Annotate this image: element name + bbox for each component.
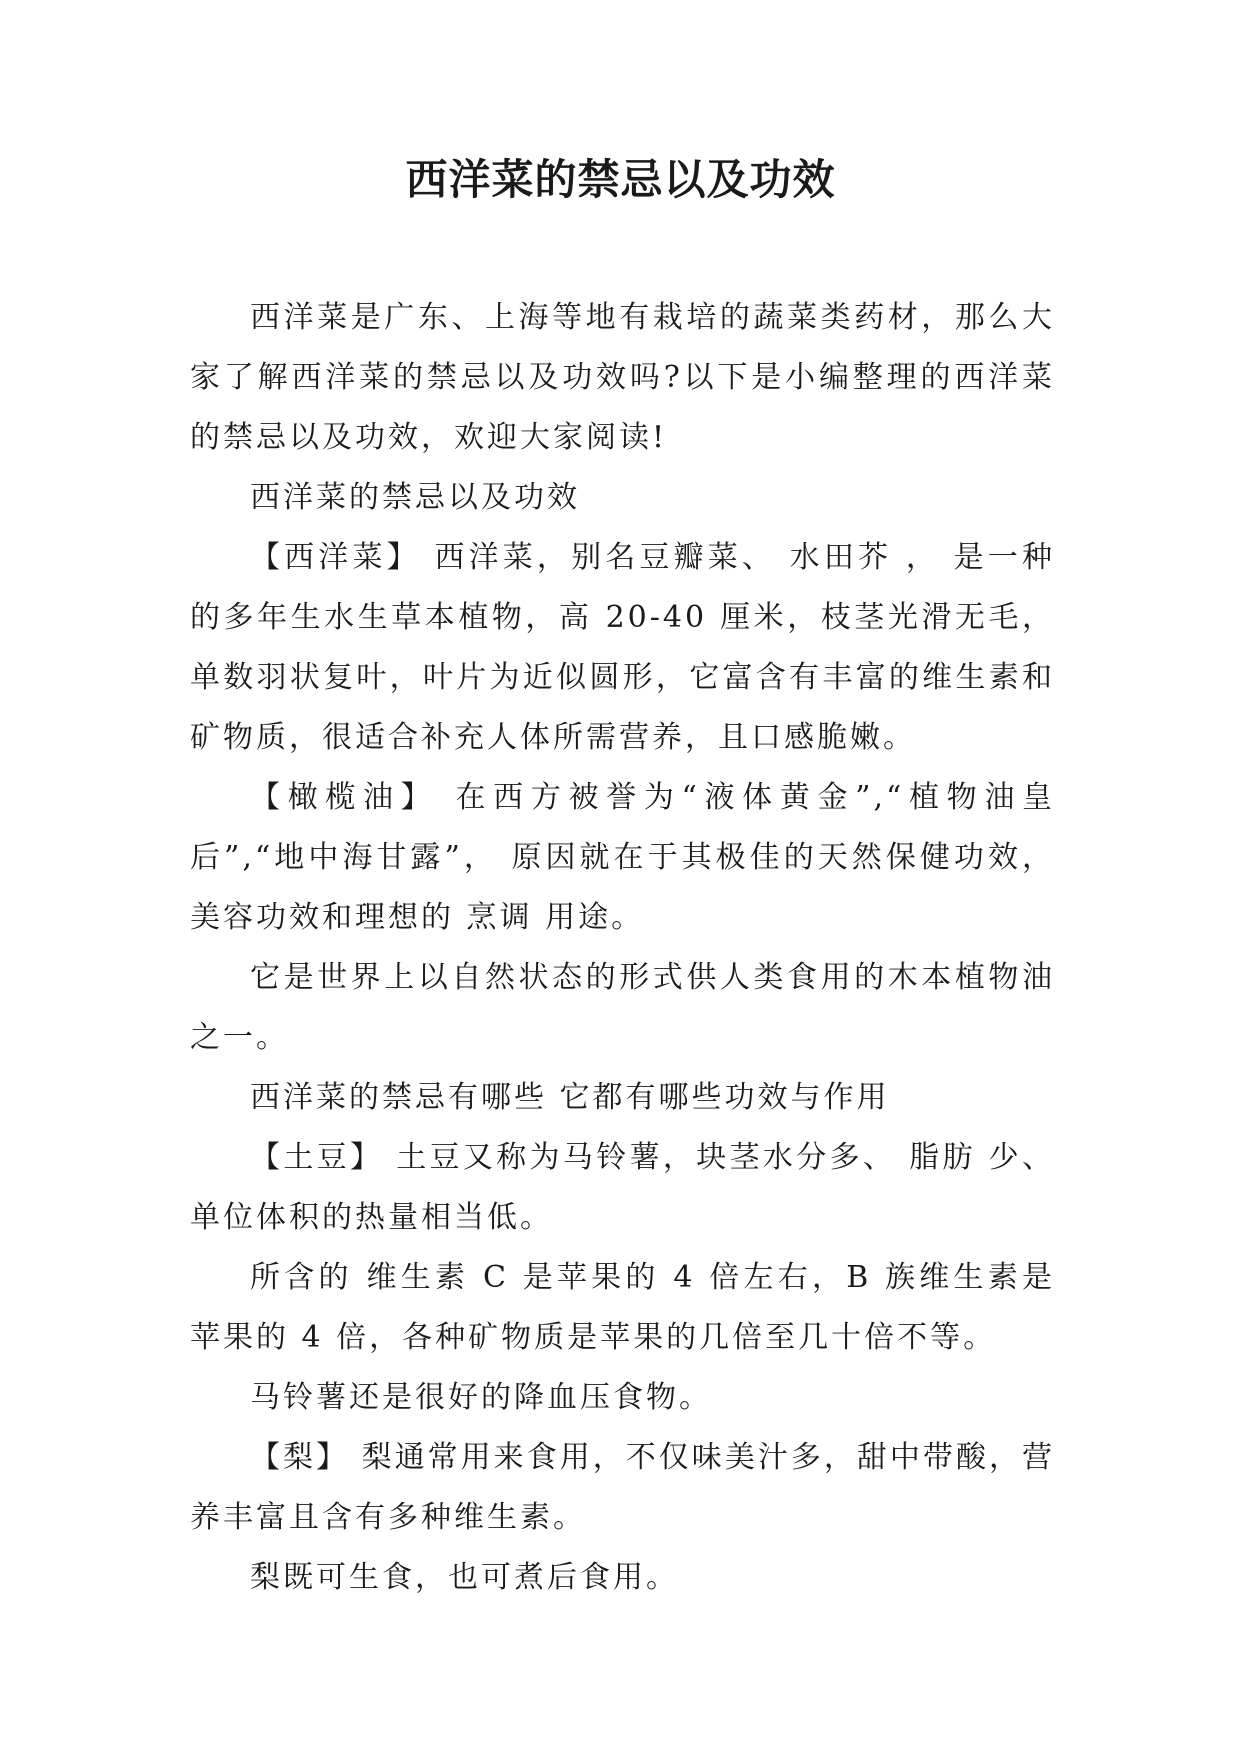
- paragraph-intro: 西洋菜是广东、上海等地有栽培的蔬菜类药材，那么大家了解西洋菜的禁忌以及功效吗?以下是小编整理的西洋菜的禁忌以及功效，欢迎大家阅读!: [190, 300, 1055, 455]
- paragraph-potato-vitamins: 所含的 维生素 C 是苹果的 4 倍左右，B 族维生素是苹果的 4 倍，各种矿物质是苹果的几倍至几十倍不等。: [190, 1260, 1055, 1355]
- paragraph-olive-oil-detail: 它是世界上以自然状态的形式供人类食用的木本植物油之一。: [190, 960, 1055, 1055]
- paragraph-watercress: 【西洋菜】 西洋菜，别名豆瓣菜、 水田芥 ， 是一种的多年生水生草本植物，高 20-40 厘米，枝茎光滑无毛，单数羽状复叶，叶片为近似圆形，它富含有丰富的维生素和矿物质，很适合补充人体所需营养，且口感脆嫩。: [190, 540, 1055, 755]
- paragraph-section-heading: 西洋菜的禁忌有哪些 它都有哪些功效与作用: [250, 1080, 890, 1115]
- page-title: 西洋菜的禁忌以及功效: [405, 155, 836, 204]
- paragraph-pear: 【梨】 梨通常用来食用，不仅味美汁多，甜中带酸，营养丰富且含有多种维生素。: [190, 1440, 1055, 1535]
- paragraph-olive-oil: 【橄榄油】 在西方被誉为“液体黄金”,“植物油皇后”,“地中海甘露”， 原因就在于其极佳的天然保健功效，美容功效和理想的 烹调 用途。: [190, 780, 1055, 935]
- document-body: [190, 288, 1055, 1608]
- paragraph-pear-eating: 梨既可生食，也可煮后食用。: [250, 1560, 679, 1595]
- paragraph-potato-blood-pressure: 马铃薯还是很好的降血压食物。: [250, 1380, 712, 1415]
- paragraph-subtitle: 西洋菜的禁忌以及功效: [250, 480, 580, 515]
- paragraph-potato: 【土豆】 土豆又称为马铃薯，块茎水分多、 脂肪 少、单位体积的热量相当低。: [190, 1140, 1055, 1235]
